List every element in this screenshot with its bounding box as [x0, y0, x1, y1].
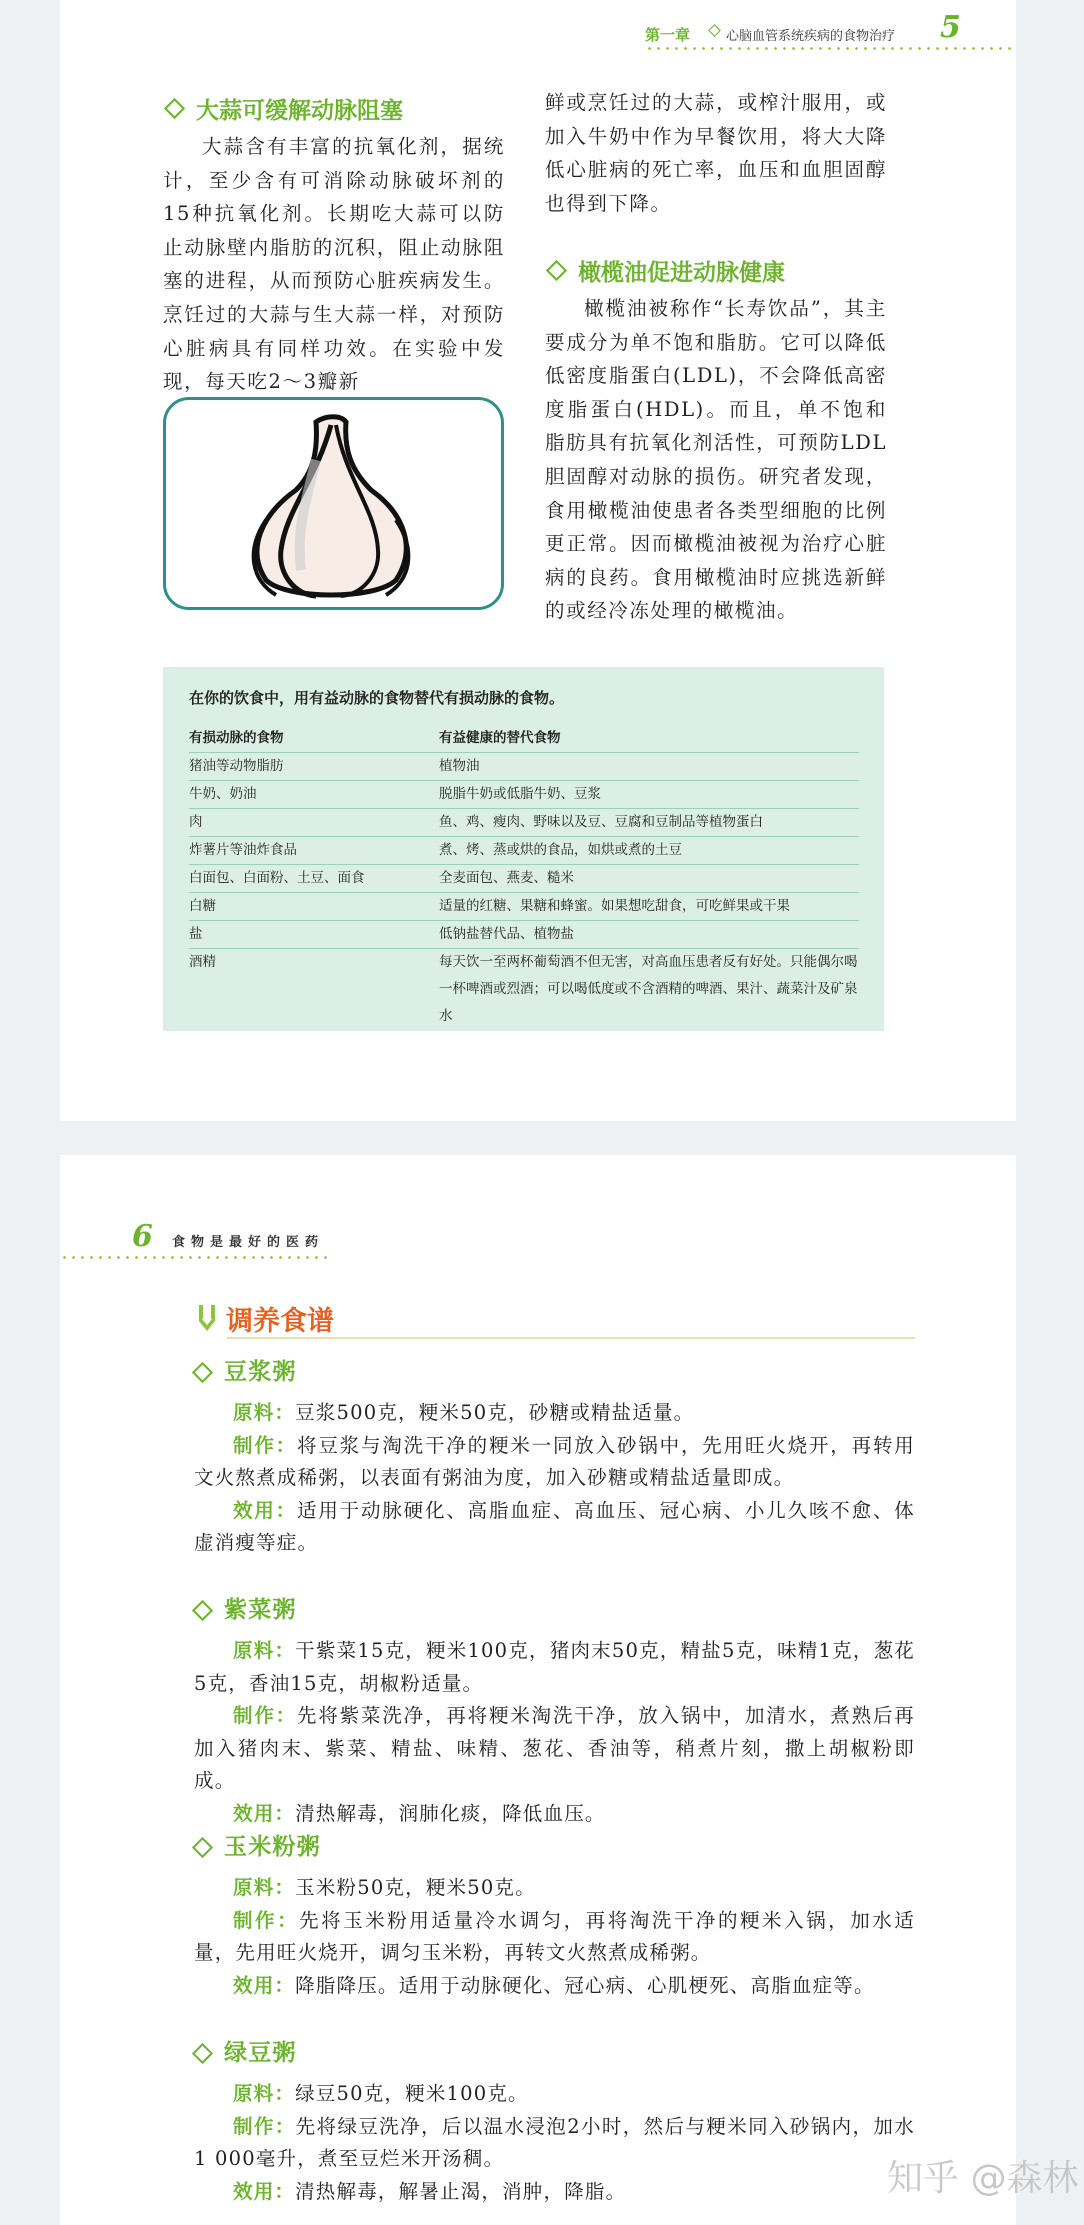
book-page-5: [60, 0, 1016, 1121]
method: [194, 2111, 915, 2176]
paragraph: 大蒜含有丰富的抗氧化剂，据统计，至少含有可消除动脉破坏剂的15种抗氧化剂。长期吃大蒜可以防止动脉壁内脂肪的沉积，阻止动脉阻塞的进程，从而预防心脏疾病发生。烹饪过的大蒜与生大蒜一样，对预防心脏病具有同样功效。在实验中发现，每天吃2～3瓣新: [163, 135, 505, 394]
label: 效用：: [233, 2179, 296, 2203]
recipe-heading: [191, 1593, 915, 1627]
watermark: 知乎 @森林: [887, 2158, 1079, 2199]
diamond-icon: [164, 98, 185, 119]
paragraph-continuation: 鲜或烹饪过的大蒜，或榨汁服用，或加入牛奶中作为早餐饮用，将大大降低心脏病的死亡率，血压和血胆固醇也得到下降。: [545, 91, 887, 215]
cell: 白面包、白面粉、土豆、面食: [189, 870, 365, 886]
table-row: [189, 753, 859, 781]
recipe-soy-milk-porridge: [194, 1355, 915, 1560]
cell: 白糖: [189, 898, 216, 914]
effect: [194, 1495, 915, 1560]
food-substitution-table: [163, 667, 884, 1031]
garlic-text: [163, 130, 505, 399]
table-row: [189, 893, 859, 921]
diamond-icon: [192, 2042, 213, 2063]
olive-paragraph: [545, 292, 887, 628]
column-header: 有益健康的替代食物: [439, 730, 561, 746]
recipe-name: 紫菜粥: [224, 1596, 297, 1623]
recipe-mung-bean-porridge: [194, 2036, 915, 2208]
olive-text: [545, 86, 887, 220]
cell: 肉: [189, 814, 203, 830]
ingredients: [194, 1397, 915, 1430]
text: 先将玉米粉用适量冷水调匀，再将淘洗干净的粳米入锅，加水适量，先用旺火烧开，调匀玉米粉，再转文火熬煮成稀粥。: [194, 1908, 915, 1964]
label: 原料：: [233, 1639, 296, 1662]
leaf-icon: [196, 1303, 218, 1333]
text: 干紫菜15克，粳米100克，猪肉末50克，精盐5克，味精1克，葱花5克，香油15克，胡椒粉适量。: [194, 1639, 915, 1695]
label: 原料：: [233, 1401, 296, 1424]
recipe-name: 绿豆粥: [224, 2039, 297, 2066]
diamond-icon: [192, 1836, 213, 1857]
method: [194, 1905, 915, 1970]
cell: 适量的红糖、果糖和蜂蜜。如果想吃甜食，可吃鲜果或干果: [439, 898, 790, 914]
text: 先将紫菜洗净，再将粳米淘洗干净，放入锅中，加清水，煮熟后再加入猪肉末、紫菜、精盐、味精、葱花、香油等，稍煮片刻，撒上胡椒粉即成。: [194, 1704, 915, 1792]
method: [194, 1430, 915, 1495]
cell: 鱼、鸡、瘦肉、野味以及豆、豆腐和豆制品等植物蛋白: [439, 814, 763, 830]
method: [194, 1700, 915, 1798]
table-header: [189, 725, 859, 753]
paragraph: 橄榄油被称作“长寿饮品”，其主要成分为单不饱和脂肪。它可以降低低密度脂蛋白(LDL)，不会降低高密度脂蛋白(HDL)。而且，单不饱和脂肪具有抗氧化剂活性，可预防LDL胆固醇对动脉的损伤。研究者发现，食用橄榄油使患者各类型细胞的比例更正常。因而橄榄油被视为治疗心脏病的良药。食用橄榄油时应挑选新鲜的或经冷冻处理的橄榄油。: [545, 297, 887, 623]
text: 玉米粉50克，粳米50克。: [295, 1876, 536, 1899]
label: 效用：: [233, 1973, 296, 1997]
chapter-label: 第一章: [645, 26, 691, 44]
page-number: 6: [132, 1219, 153, 1254]
column-header: 有损动脉的食物: [189, 730, 284, 746]
diamond-icon: [708, 24, 721, 37]
diamond-icon: [546, 260, 567, 281]
text: 将豆浆与淘洗干净的粳米一同放入砂锅中，先用旺火烧开，再转用文火熬煮成稀粥，以表面有粥油为度，加入砂糖或精盐适量即成。: [194, 1433, 915, 1489]
recipe-name: 豆浆粥: [224, 1358, 297, 1385]
label: 效用：: [233, 1498, 297, 1522]
recipe-seaweed-porridge: [194, 1593, 915, 1830]
heading-text: 橄榄油促进动脉健康: [578, 260, 785, 286]
label: 原料：: [233, 2082, 296, 2105]
recipe-heading: [191, 1355, 915, 1389]
table-row: [189, 809, 859, 837]
text: 降脂降压。适用于动脉硬化、冠心病、心肌梗死、高脂血症等。: [295, 1973, 875, 1997]
olive-heading: [545, 254, 785, 287]
label: 原料：: [233, 1876, 296, 1899]
cell: 脱脂牛奶或低脂牛奶、豆浆: [439, 786, 601, 802]
effect: [194, 1798, 915, 1831]
garlic-illustration: [163, 397, 504, 610]
recipe-name: 玉米粉粥: [224, 1833, 321, 1860]
table-row: [189, 949, 859, 1030]
section-title: 调养食谱: [226, 1306, 334, 1337]
recipe-heading: [191, 2036, 915, 2070]
label: 制作：: [233, 2114, 296, 2138]
diamond-icon: [192, 1599, 213, 1620]
running-header: 食物是最好的医药: [172, 1235, 325, 1250]
effect: [194, 1970, 915, 2003]
cell: 全麦面包、燕麦、糙米: [439, 870, 574, 886]
text: 适用于动脉硬化、高脂血症、高血压、冠心病、小儿久咳不愈、体虚消瘦等症。: [194, 1498, 915, 1554]
table-row: [189, 865, 859, 893]
ingredients: [194, 1635, 915, 1700]
cell: 煮、烤、蒸或烘的食品，如烘或煮的土豆: [439, 842, 682, 858]
text: 绿豆50克，粳米100克。: [295, 2082, 529, 2105]
table-row: [189, 781, 859, 809]
table-row: [189, 837, 859, 865]
cell: 炸薯片等油炸食品: [189, 842, 297, 858]
section-underline: [227, 1337, 915, 1339]
garlic-heading: [163, 92, 403, 125]
running-header: 心脑血管系统疾病的食物治疗: [726, 29, 896, 44]
table-row: [189, 921, 859, 949]
ingredients: [194, 1872, 915, 1905]
cell: 植物油: [439, 758, 480, 774]
table-title: 在你的饮食中，用有益动脉的食物替代有损动脉的食物。: [189, 689, 565, 707]
recipe-cornmeal-porridge: [194, 1830, 915, 2002]
label: 制作：: [233, 1433, 297, 1457]
text: 先将绿豆洗净，后以温水浸泡2小时，然后与粳米同入砂锅内，加水1 000毫升，煮至豆烂米开汤稠。: [194, 2114, 915, 2170]
ingredients: [194, 2078, 915, 2111]
cell: 猪油等动物脂肪: [189, 758, 284, 774]
page-number: 5: [940, 10, 961, 45]
cell: 酒精: [189, 954, 216, 970]
recipe-heading: [191, 1830, 915, 1864]
cell: 牛奶、奶油: [189, 786, 257, 802]
label: 效用：: [233, 1801, 296, 1825]
cell: 每天饮一至两杯葡萄酒不但无害，对高血压患者反有好处。只能偶尔喝一杯啤酒或烈酒；可以喝低度或不含酒精的啤酒、果汁、蔬菜汁及矿泉水: [439, 954, 858, 1024]
diamond-icon: [192, 1361, 213, 1382]
label: 制作：: [233, 1704, 297, 1727]
text: 清热解毒，润肺化痰，降低血压。: [295, 1801, 606, 1825]
garlic-icon: [166, 400, 501, 607]
label: 制作：: [233, 1908, 300, 1932]
book-page-6: [60, 1155, 1016, 2225]
effect: [194, 2176, 915, 2209]
text: 豆浆500克，粳米50克，砂糖或精盐适量。: [295, 1401, 695, 1424]
cell: 低钠盐替代品、植物盐: [439, 926, 574, 942]
header-dots: [645, 47, 1016, 50]
heading-text: 大蒜可缓解动脉阻塞: [196, 98, 403, 124]
text: 清热解毒，解暑止渴，消肿，降脂。: [295, 2179, 627, 2203]
header-dots: [60, 1256, 333, 1259]
cell: 盐: [189, 926, 203, 942]
